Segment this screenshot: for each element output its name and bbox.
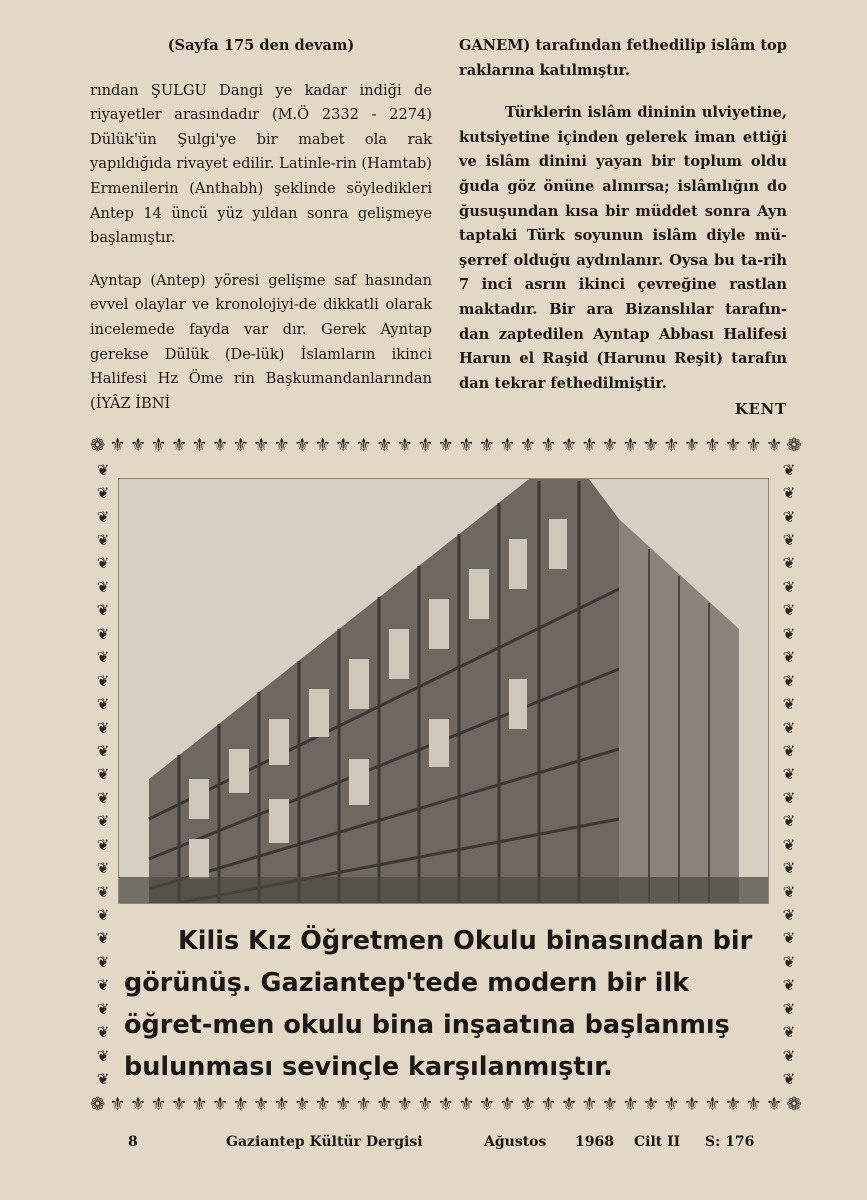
fleuron-ornament-icon: ⚜ — [376, 1093, 393, 1115]
article-paragraph: GANEM) tarafından fethedilip islâm top raklarına katılmıştır. — [459, 37, 787, 79]
fleuron-ornament-icon: ⚜ — [478, 434, 495, 456]
fleuron-ornament-icon: ❦ — [782, 812, 796, 831]
fleuron-ornament-icon: ⚜ — [417, 1093, 434, 1115]
fleuron-ornament-icon: ❦ — [96, 577, 110, 596]
left-text-column — [90, 34, 432, 416]
fleuron-ornament-icon: ❦ — [782, 507, 796, 526]
fleuron-ornament-icon: ⚜ — [232, 1093, 249, 1115]
fleuron-ornament-icon: ❦ — [782, 952, 796, 971]
article-paragraph: rından ŞULGU Dangi ye kadar indiği de riyayetler arasındadır (M.Ö 2332 - 2274) Dülük'ün Şulgi'ye bir mabet ola rak yapıldığıda rivayet edilir. Latinle-rin (Hamtab) Ermenilerin (Anthabh) şeklinde söyledikleri Antep 14 üncü yüz yıldan sonra gelişmeye başlamıştır. — [90, 81, 432, 247]
fleuron-ornament-icon: ❦ — [96, 695, 110, 714]
fleuron-ornament-icon: ⚜ — [724, 1093, 742, 1115]
fleuron-ornament-icon: ⚜ — [253, 434, 270, 456]
fleuron-ornament-icon: ❦ — [782, 624, 796, 643]
fleuron-ornament-icon: ⚜ — [273, 1093, 290, 1115]
fleuron-ornament-icon: ⚜ — [437, 434, 454, 456]
fleuron-ornament-icon: ❦ — [782, 460, 796, 479]
fleuron-ornament-icon: ❦ — [96, 484, 110, 503]
fleuron-ornament-icon: ❦ — [782, 906, 796, 925]
fleuron-ornament-icon: ⚜ — [478, 1093, 495, 1115]
fleuron-ornament-icon: ❦ — [96, 812, 110, 831]
fleuron-ornament-icon: ⚜ — [171, 434, 188, 456]
rosette-ornament-icon: ❁ — [90, 434, 106, 456]
fleuron-ornament-icon: ❦ — [782, 999, 796, 1018]
right-text-column — [459, 34, 787, 423]
ornament-border-right — [776, 458, 802, 1091]
fleuron-ornament-icon: ⚜ — [273, 434, 290, 456]
fleuron-ornament-icon: ⚜ — [314, 1093, 331, 1115]
issue-month: Ağustos — [484, 1134, 547, 1150]
fleuron-ornament-icon: ❦ — [96, 765, 110, 784]
fleuron-ornament-icon: ⚜ — [129, 434, 147, 456]
fleuron-ornament-icon: ❦ — [782, 577, 796, 596]
fleuron-ornament-icon: ⚜ — [458, 434, 475, 456]
fleuron-ornament-icon: ⚜ — [232, 434, 249, 456]
fleuron-ornament-icon: ⚜ — [458, 1093, 475, 1115]
fleuron-ornament-icon: ⚜ — [437, 1093, 454, 1115]
author-signature: KENT — [734, 401, 787, 419]
fleuron-ornament-icon: ⚜ — [294, 1093, 311, 1115]
fleuron-ornament-icon: ⚜ — [294, 434, 311, 456]
fleuron-ornament-icon: ⚜ — [765, 1093, 783, 1115]
fleuron-ornament-icon: ❦ — [782, 648, 796, 667]
fleuron-ornament-icon: ❦ — [96, 601, 110, 620]
fleuron-ornament-icon: ⚜ — [150, 434, 167, 456]
fleuron-ornament-icon: ⚜ — [642, 434, 660, 456]
fleuron-ornament-icon: ⚜ — [683, 434, 701, 456]
fleuron-ornament-icon: ⚜ — [683, 1093, 701, 1115]
fleuron-ornament-icon: ⚜ — [601, 434, 618, 456]
fleuron-ornament-icon: ❦ — [782, 765, 796, 784]
fleuron-ornament-icon: ❦ — [782, 484, 796, 503]
fleuron-ornament-icon: ❦ — [782, 882, 796, 901]
fleuron-ornament-icon: ❦ — [96, 1023, 110, 1042]
fleuron-ornament-icon: ⚜ — [499, 434, 516, 456]
fleuron-ornament-icon: ⚜ — [109, 1093, 126, 1115]
fleuron-ornament-icon: ⚜ — [355, 434, 372, 456]
fleuron-ornament-icon: ⚜ — [191, 434, 208, 456]
fleuron-ornament-icon: ⚜ — [396, 1093, 413, 1115]
fleuron-ornament-icon: ⚜ — [663, 1093, 680, 1115]
fleuron-ornament-icon: ❦ — [782, 1023, 796, 1042]
fleuron-ornament-icon: ⚜ — [560, 434, 577, 456]
fleuron-ornament-icon: ❦ — [782, 1070, 796, 1089]
fleuron-ornament-icon: ⚜ — [129, 1093, 147, 1115]
fleuron-ornament-icon: ⚜ — [499, 1093, 516, 1115]
continued-note: (Sayfa 175 den devam) — [167, 37, 355, 54]
fleuron-ornament-icon: ❦ — [782, 601, 796, 620]
fleuron-ornament-icon: ⚜ — [335, 434, 352, 456]
fleuron-ornament-icon: ❦ — [96, 460, 110, 479]
fleuron-ornament-icon: ⚜ — [663, 434, 680, 456]
issue-year: 1968 — [575, 1134, 614, 1150]
page-footer — [0, 1134, 867, 1158]
fleuron-ornament-icon: ❦ — [96, 507, 110, 526]
page-label: S: 176 — [705, 1134, 755, 1150]
fleuron-ornament-icon: ❦ — [96, 882, 110, 901]
ornament-border-top — [90, 432, 802, 458]
fleuron-ornament-icon: ⚜ — [376, 434, 393, 456]
fleuron-ornament-icon: ❦ — [96, 624, 110, 643]
fleuron-ornament-icon: ⚜ — [171, 1093, 188, 1115]
fleuron-ornament-icon: ❦ — [782, 859, 796, 878]
fleuron-ornament-icon: ❦ — [96, 906, 110, 925]
rosette-ornament-icon: ❁ — [90, 1093, 106, 1115]
fleuron-ornament-icon: ⚜ — [642, 1093, 660, 1115]
photo-caption — [124, 920, 754, 1088]
page-number: 8 — [128, 1134, 138, 1150]
fleuron-ornament-icon: ❦ — [782, 718, 796, 737]
fleuron-ornament-icon: ⚜ — [581, 434, 598, 456]
fleuron-ornament-icon: ⚜ — [335, 1093, 352, 1115]
fleuron-ornament-icon: ❦ — [96, 952, 110, 971]
fleuron-ornament-icon: ❦ — [782, 531, 796, 550]
fleuron-ornament-icon: ⚜ — [253, 1093, 270, 1115]
fleuron-ornament-icon: ⚜ — [540, 434, 557, 456]
fleuron-ornament-icon: ⚜ — [191, 1093, 208, 1115]
fleuron-ornament-icon: ❦ — [782, 671, 796, 690]
ornament-border-bottom — [90, 1091, 802, 1117]
fleuron-ornament-icon: ❦ — [96, 648, 110, 667]
fleuron-ornament-icon: ⚜ — [560, 1093, 577, 1115]
article-paragraph: Türklerin islâm dininin ulviyetine, kutsiyetine içinden gelerek iman ettiği ve islâm dinini yayan bir toplum oldu ğuda göz önüne alınırsa; islâmlığın do ğusuşundan kısa bir müddet sonra Ayn taptaki Türk soyunun islâm diyle mü-şerref olduğu aydınlanır. Oysa bu ta-rih 7 inci asrın ikinci çevreğine rastlan maktadır. Bir ara Bizanslılar tarafın-dan zaptedilen Ayntap Abbası Halifesi Harun el Raşid (Harunu Reşit) tarafın dan tekrar fethedilmiştir. — [459, 104, 787, 392]
fleuron-ornament-icon: ⚜ — [519, 1093, 536, 1115]
rosette-ornament-icon: ❁ — [786, 434, 802, 456]
fleuron-ornament-icon: ⚜ — [519, 434, 536, 456]
fleuron-ornament-icon: ⚜ — [314, 434, 331, 456]
fleuron-ornament-icon: ⚜ — [745, 434, 762, 456]
fleuron-ornament-icon: ❦ — [782, 976, 796, 995]
fleuron-ornament-icon: ❦ — [782, 1046, 796, 1065]
fleuron-ornament-icon: ⚜ — [540, 1093, 557, 1115]
fleuron-ornament-icon: ⚜ — [581, 1093, 598, 1115]
fleuron-ornament-icon: ❦ — [96, 554, 110, 573]
fleuron-ornament-icon: ⚜ — [212, 434, 229, 456]
fleuron-ornament-icon: ❦ — [96, 1046, 110, 1065]
fleuron-ornament-icon: ❦ — [782, 835, 796, 854]
volume-label: Cilt II — [634, 1134, 681, 1150]
fleuron-ornament-icon: ⚜ — [622, 1093, 639, 1115]
photo-caption-text: Kilis Kız Öğretmen Okulu binasından bir görünüş. Gaziantep'tede modern bir ilk öğret-men okulu bina inşaatına başlanmış bulunması sevinçle karşılanmıştır. — [124, 926, 753, 1082]
fleuron-ornament-icon: ❦ — [96, 741, 110, 760]
fleuron-ornament-icon: ❦ — [96, 859, 110, 878]
fleuron-ornament-icon: ⚜ — [212, 1093, 229, 1115]
fleuron-ornament-icon: ⚜ — [417, 434, 434, 456]
rosette-ornament-icon: ❁ — [786, 1093, 802, 1115]
fleuron-ornament-icon: ❦ — [782, 554, 796, 573]
fleuron-ornament-icon: ⚜ — [765, 434, 783, 456]
article-paragraph: Ayntap (Antep) yöresi gelişme saf hasından evvel olaylar ve kronolojiyi-de dikkatli olarak incelemede fayda var dır. Gerek Ayntap gerekse Dülük (De-lük) İslamların ikinci Halifesi Hz Öme rin Başkumandanlarından (İYÂZ İBNİ — [90, 271, 432, 412]
fleuron-ornament-icon: ❦ — [782, 695, 796, 714]
fleuron-ornament-icon: ⚜ — [724, 434, 742, 456]
fleuron-ornament-icon: ⚜ — [396, 434, 413, 456]
fleuron-ornament-icon: ❦ — [96, 999, 110, 1018]
fleuron-ornament-icon: ⚜ — [109, 434, 126, 456]
fleuron-ornament-icon: ❦ — [96, 718, 110, 737]
fleuron-ornament-icon: ⚜ — [704, 434, 721, 456]
magazine-title: Gaziantep Kültür Dergisi — [226, 1134, 423, 1150]
fleuron-ornament-icon: ❦ — [96, 788, 110, 807]
building-photo — [118, 478, 769, 904]
fleuron-ornament-icon: ⚜ — [622, 434, 639, 456]
fleuron-ornament-icon: ❦ — [96, 531, 110, 550]
fleuron-ornament-icon: ❦ — [96, 929, 110, 948]
fleuron-ornament-icon: ❦ — [782, 788, 796, 807]
fleuron-ornament-icon: ⚜ — [355, 1093, 372, 1115]
fleuron-ornament-icon: ❦ — [96, 1070, 110, 1089]
photo-frame — [90, 432, 802, 1117]
fleuron-ornament-icon: ⚜ — [745, 1093, 762, 1115]
fleuron-ornament-icon: ⚜ — [704, 1093, 721, 1115]
ornament-border-left — [90, 458, 116, 1091]
fleuron-ornament-icon: ⚜ — [601, 1093, 618, 1115]
fleuron-ornament-icon: ❦ — [782, 929, 796, 948]
fleuron-ornament-icon: ❦ — [96, 976, 110, 995]
fleuron-ornament-icon: ❦ — [782, 741, 796, 760]
fleuron-ornament-icon: ⚜ — [150, 1093, 167, 1115]
fleuron-ornament-icon: ❦ — [96, 835, 110, 854]
fleuron-ornament-icon: ❦ — [96, 671, 110, 690]
